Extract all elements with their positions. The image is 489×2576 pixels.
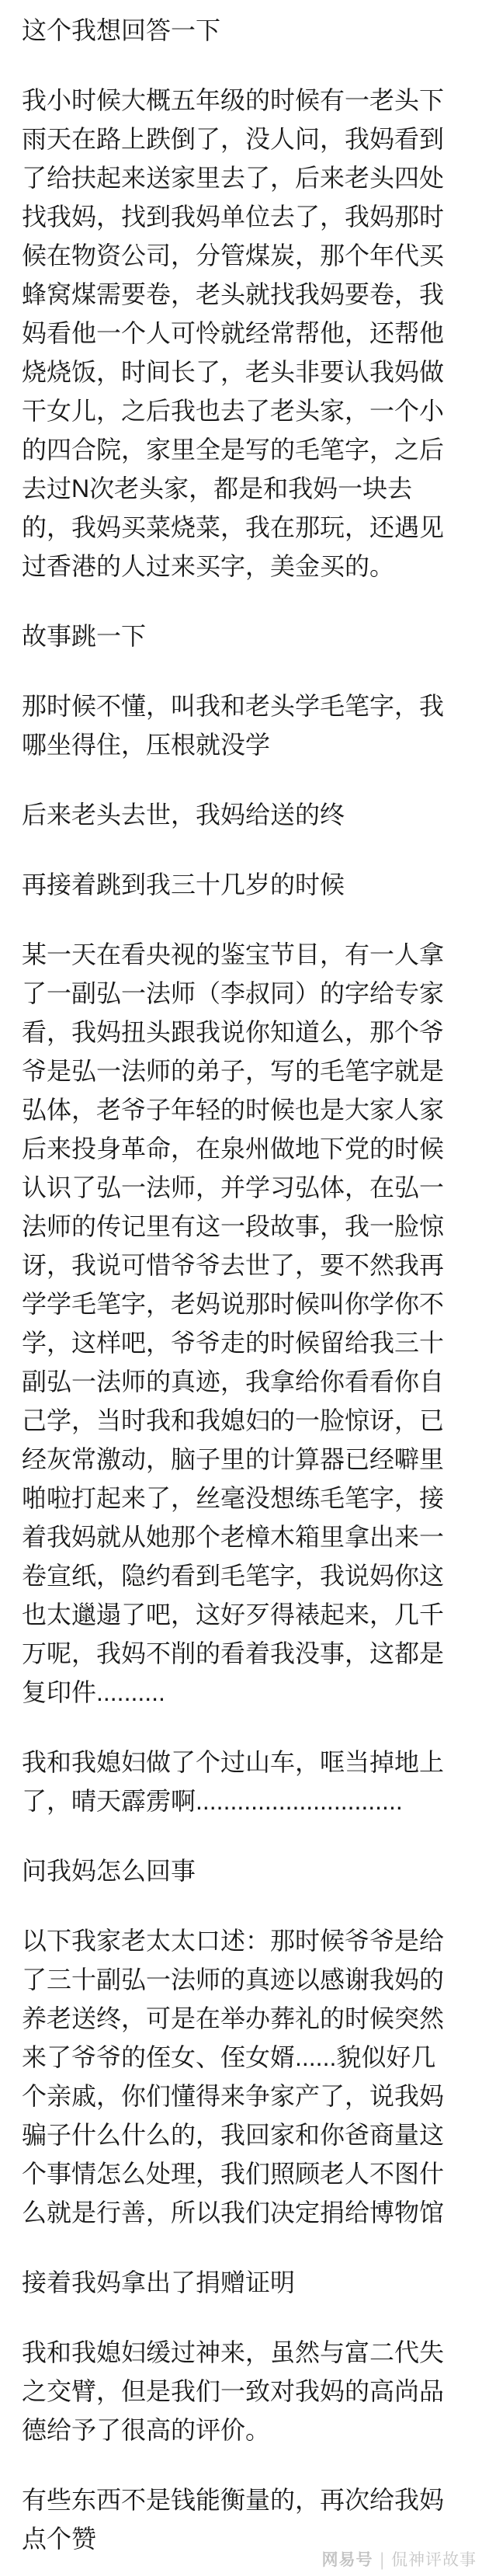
watermark [322,2551,477,2570]
paragraph-ask-mom: 问我妈怎么回事 [22,1857,196,1885]
paragraph-rollercoaster: 我和我媳妇做了个过山车，哐当掉地上了，晴天霹雳啊.............................. [22,1748,445,1815]
paragraph-recovered: 我和我媳妇缓过神来，虽然与富二代失之交臂，但是我们一致对我妈的高尚品德给予了很高的评价。 [22,2338,445,2444]
paragraph-intro: 这个我想回答一下 [22,16,221,44]
paragraph-story-skip: 故事跳一下 [22,622,147,650]
watermark-divider: | [380,2550,384,2571]
watermark-channel-name: 侃神评故事 [391,2551,477,2569]
paragraph-skip-to-thirties: 再接着跳到我三十几岁的时候 [22,871,345,899]
paragraph-mom-account: 以下我家老太太口述：那时候爷爷是给了三十副弘一法师的真迹以感谢我妈的养老送终，可是在举办葬礼的时候突然来了爷爷的侄女、侄女婿......貌似好几个亲戚，你们懂得来争家产了，说我妈骗子什么什么的，我回家和你爸商量这个事情怎么处理，我们照顾老人不图什么就是行善，所以我们决定捐给博物馆 [22,1927,445,2227]
paragraph-childhood-story: 我小时候大概五年级的时候有一老头下雨天在路上跌倒了，没人问，我妈看到了给扶起来送家里去了，后来老头四处找我妈，找到我妈单位去了，我妈那时候在物资公司，分管煤炭，那个年代买蜂窝煤需要卷，老头就找我妈要卷，我妈看他一个人可怜就经常帮他，还帮他烧烧饭，时间长了，老头非要认我妈做干女儿，之后我也去了老头家，一个小的四合院，家里全是写的毛笔字，之后去过N次老头家，都是和我妈一块去的，我妈买菜烧菜，我在那玩，还遇见过香港的人过来买字，美金买的。 [22,86,445,580]
paragraph-closing-praise: 有些东西不是钱能衡量的，再次给我妈点个赞 [22,2486,445,2553]
paragraph-donation-certificate: 接着我妈拿出了捐赠证明 [22,2268,296,2296]
netease-hao-logo: 网易号 [321,2551,373,2569]
paragraph-no-learning: 那时候不懂，叫我和老头学毛笔字，我哪坐得住，压根就没学 [22,692,445,759]
paragraph-old-man-passed: 后来老头去世，我妈给送的终 [22,801,345,829]
paragraph-tv-show-story: 某一天在看央视的鉴宝节目，有一人拿了一副弘一法师（李叔同）的字给专家看，我妈扭头跟我说你知道么，那个爷爷是弘一法师的弟子，写的毛笔字就是弘体，老爷子年轻的时候也是大家人家后来投身革命，在泉州做地下党的时候认识了弘一法师，并学习弘体，在弘一法师的传记里有这一段故事，我一脸惊讶，我说可惜爷爷去世了，要不然我再学学毛笔字，老妈说那时候叫你学你不学，这样吧，爷爷走的时候留给我三十副弘一法师的真迹，我拿给你看看你自己学，当时我和我媳妇的一脸惊讶，已经灰常激动，脑子里的计算器已经噼里啪啦打起来了，丝毫没想练毛笔字，接着我妈就从她那个老樟木箱里拿出来一卷宣纸，隐约看到毛笔字，我说妈你这也太邋遢了吧，这好歹得裱起来，几千万呢，我妈不削的看着我没事，这都是复印件.......... [22,940,445,1706]
